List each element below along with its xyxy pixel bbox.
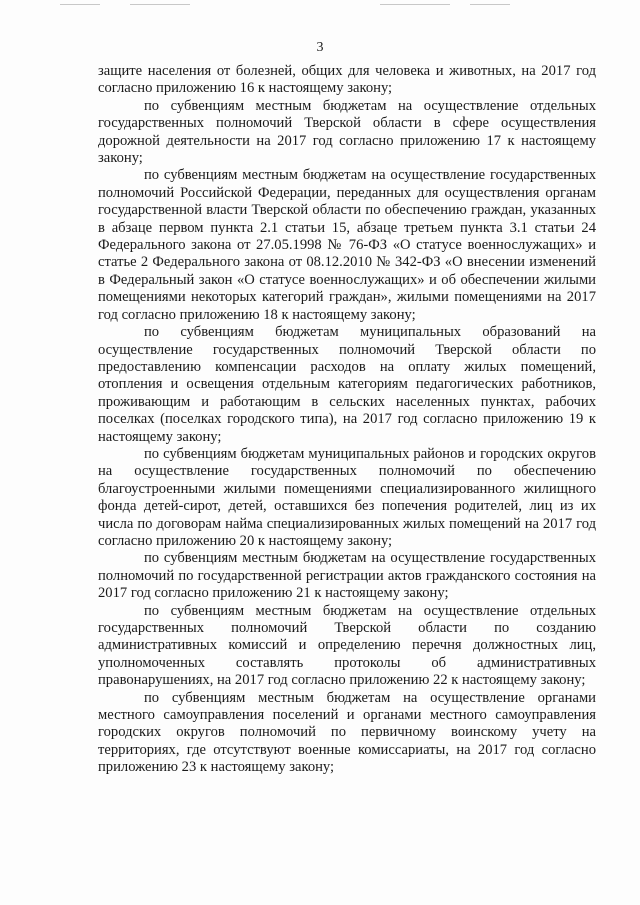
scan-artifact bbox=[380, 4, 450, 5]
paragraph: по субвенциям бюджетам муниципальных районов и городских округов на осуществление государственных полномочий по обеспечению благоустроенными жилыми помещениями специализированного жилищного фонда детей-сирот, детей, оставшихся без попечения родителей, лиц из их числа по договорам найма специализированных жилых помещений на 2017 год согласно приложению 20 к настоящему закону; bbox=[98, 445, 596, 549]
page-number: 3 bbox=[316, 40, 324, 55]
paragraph: по субвенциям местным бюджетам на осуществление отдельных государственных полномочий Тверской области по созданию административных комиссий и определению перечня должностных лиц, уполномоченных составлять протоколы об административных правонарушениях, на 2017 год согласно приложению 22 к настоящему закону; bbox=[98, 602, 596, 689]
paragraph: по субвенциям бюджетам муниципальных образований на осуществление государственных полномочий Тверской области по предоставлению компенсации расходов на оплату жилых помещений, отопления и освещения отдельным категориям педагогических работников, проживающим и работающим в сельских населенных пунктах, рабочих поселках (поселках городского типа), на 2017 год согласно приложению 19 к настоящему закону; bbox=[98, 324, 596, 445]
scan-artifact bbox=[60, 4, 100, 5]
paragraph: по субвенциям местным бюджетам на осуществление государственных полномочий по государственной регистрации актов гражданского состояния на 2017 год согласно приложению 21 к настоящему закону; bbox=[98, 550, 596, 602]
scan-artifact bbox=[130, 4, 190, 5]
scan-artifact bbox=[470, 4, 510, 5]
paragraph: по субвенциям местным бюджетам на осуществление государственных полномочий Российской Федерации, переданных для осуществления органам государственной власти Тверской области по обеспечению граждан, указанных в абзаце первом пункта 2.1 статьи 15, абзаце третьем пункта 3.1 статьи 24 Федерального закона от 27.05.1998 № 76-ФЗ «О статусе военнослужащих» и статье 2 Федерального закона от 08.12.2010 № 342-ФЗ «О внесении изменений в Федеральный закон «О статусе военнослужащих» и об обеспечении жилыми помещениями некоторых категорий граждан», жилыми помещениями на 2017 год согласно приложению 18 к настоящему закону; bbox=[98, 167, 596, 323]
document-body bbox=[98, 63, 596, 777]
paragraph: по субвенциям местным бюджетам на осуществление отдельных государственных полномочий Тверской области в сфере осуществления дорожной деятельности на 2017 год согласно приложению 17 к настоящему закону; bbox=[98, 97, 596, 167]
paragraph: по субвенциям местным бюджетам на осуществление органами местного самоуправления поселений и органами местного самоуправления городских округов полномочий по первичному воинскому учету на территориях, где отсутствуют военные комиссариаты, на 2017 год согласно приложению 23 к настоящему закону; bbox=[98, 689, 596, 776]
paragraph: защите населения от болезней, общих для человека и животных, на 2017 год согласно приложению 16 к настоящему закону; bbox=[98, 63, 596, 97]
